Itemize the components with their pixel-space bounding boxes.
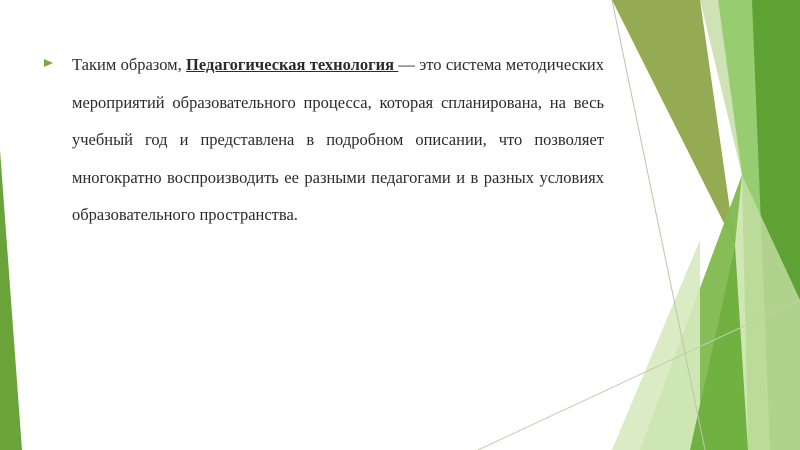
facet-light-triangle [612, 240, 700, 450]
slide-content [44, 46, 604, 234]
arrow-bullet-icon [44, 59, 53, 67]
left-edge-facet [0, 150, 22, 450]
paragraph-intro: Таким образом, [72, 55, 187, 74]
bullet-paragraph [72, 46, 604, 234]
bullet-item [44, 46, 604, 234]
term-highlight: Педагогическая технология [186, 55, 399, 74]
paragraph-definition: — это система методических мероприятий образовательного процесса, которая спланирована, на весь учебный год и представлена в подробном описании, что позволяет многократно воспроизводить ее разными педагогами и в разных условиях образовательного пространства. [72, 55, 605, 224]
